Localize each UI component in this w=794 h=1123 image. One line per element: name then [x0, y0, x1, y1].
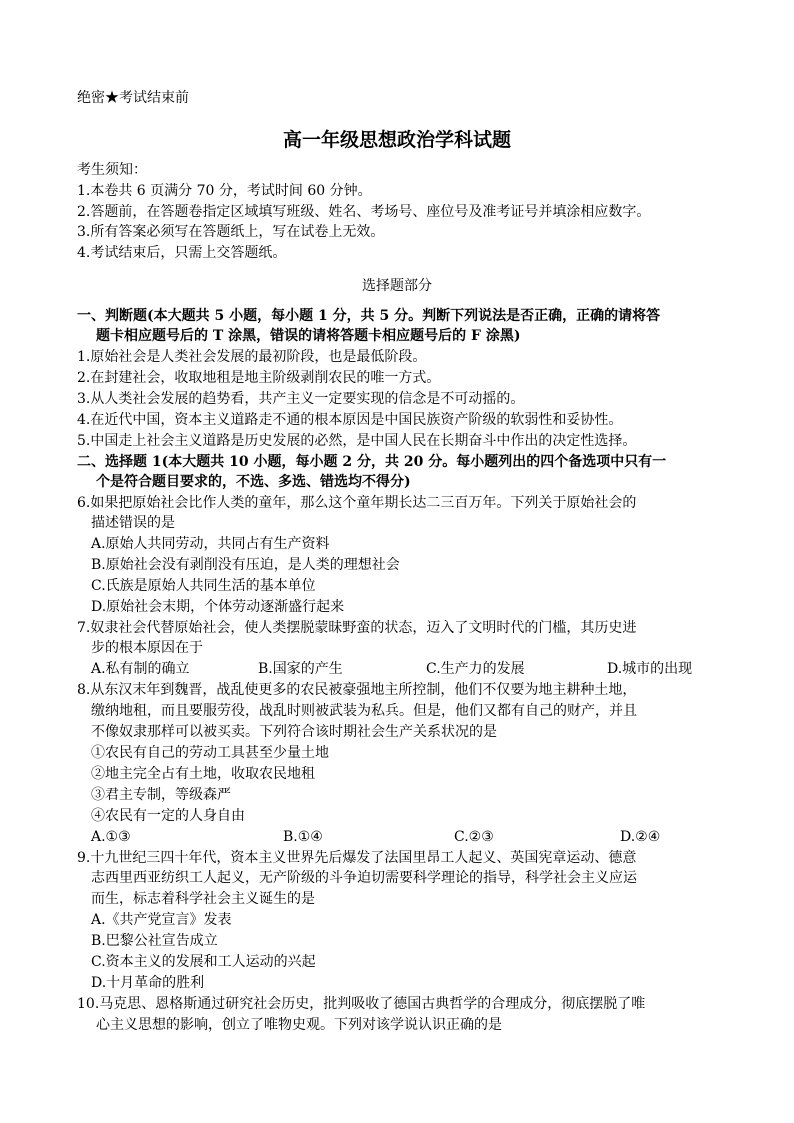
question-stem: 缴纳地租，而且要服劳役，战乱时则被武装为私兵。但是，他们又都有自己的财产，并且: [91, 703, 637, 719]
question-stem: 10.马克思、恩格斯通过研究社会历史，批判吸收了德国古典哲学的合理成分，彻底摆脱了唯: [77, 996, 646, 1012]
question-stem: 8.从东汉末年到魏晋，战乱使更多的农民被豪强地主所控制，他们不仅要为地主耕种土地，: [77, 682, 637, 698]
question-stem: 步的根本原因在于: [91, 640, 203, 656]
question-stem: 描述错误的是: [91, 515, 175, 531]
section-heading-cont: 题卡相应题号后的 T 涂黑，错误的请将答题卡相应题号后的 F 涂黑): [96, 328, 521, 344]
option: D.原始社会末期，个体劳动逐渐盛行起来: [91, 599, 345, 615]
judge-question: 4.在近代中国，资本主义道路走不通的根本原因是中国民族资产阶级的软弱性和妥协性。: [77, 412, 623, 428]
judge-question: 2.在封建社会，收取地租是地主阶级剥削农民的唯一方式。: [77, 370, 441, 386]
notice-heading: 考生须知：: [77, 162, 147, 178]
option: D.十月革命的胜利: [91, 975, 205, 991]
section-heading-cont: 个是符合题目要求的，不选、多选、错选均不得分): [96, 474, 411, 490]
confidential-label: 绝密★考试结束前: [77, 90, 189, 106]
statement-item: ①农民有自己的劳动工具甚至少量土地: [91, 745, 329, 761]
judge-question: 1.原始社会是人类社会发展的最初阶段，也是最低阶段。: [77, 349, 427, 365]
statement-item: ③君主专制，等级森严: [91, 787, 231, 803]
option: A.《共产党宣言》发表: [91, 912, 232, 928]
page-title: 高一年级思想政治学科试题: [282, 129, 511, 151]
option: B.①④: [283, 829, 323, 845]
notice-item: 1.本卷共 6 页满分 70 分，考试时间 60 分钟。: [77, 183, 372, 199]
option: D.②④: [620, 829, 661, 845]
statement-item: ④农民有一定的人身自由: [91, 808, 245, 824]
question-stem: 志西里西亚纺织工人起义，无产阶级的斗争迫切需要科学理论的指导，科学社会主义应运: [91, 870, 637, 886]
option: C.生产力的发展: [426, 661, 525, 677]
option: D.城市的出现: [607, 661, 693, 677]
option: A.私有制的确立: [91, 661, 190, 677]
notice-item: 3.所有答案必须写在答题纸上，写在试卷上无效。: [77, 224, 385, 240]
option: A.①③: [91, 829, 131, 845]
question-stem: 而生，标志着科学社会主义诞生的是: [91, 891, 315, 907]
option: C.资本主义的发展和工人运动的兴起: [91, 954, 316, 970]
question-stem: 心主义思想的影响，创立了唯物史观。下列对该学说认识正确的是: [96, 1017, 502, 1033]
question-stem: 不像奴隶那样可以被买卖。下列符合该时期社会生产关系状况的是: [91, 724, 497, 740]
notice-item: 2.答题前，在答题卷指定区域填写班级、姓名、考场号、座位号及准考证号并填涂相应数字。: [77, 204, 651, 220]
question-stem: 6.如果把原始社会比作人类的童年，那么这个童年期长达二三百万年。下列关于原始社会的: [77, 495, 637, 511]
question-stem: 9.十九世纪三四十年代，资本主义世界先后爆发了法国里昂工人起义、英国宪章运动、德意: [77, 850, 637, 866]
judge-question: 3.从人类社会发展的趋势看，共产主义一定要实现的信念是不可动摇的。: [77, 391, 525, 407]
judge-question: 5.中国走上社会主义道路是历史发展的必然，是中国人民在长期奋斗中作出的决定性选择。: [77, 433, 637, 449]
option: B.国家的产生: [258, 661, 343, 677]
question-stem: 7.奴隶社会代替原始社会，使人类摆脱蒙昧野蛮的状态，迈入了文明时代的门槛，其历史进: [77, 620, 637, 636]
section-heading: 二、选择题 1(本大题共 10 小题，每小题 2 分，共 20 分。每小题列出的四个备选项中只有一: [77, 454, 667, 470]
notice-item: 4.考试结束后，只需上交答题纸。: [77, 245, 287, 261]
section-heading: 一、判断题(本大题共 5 小题，每小题 1 分，共 5 分。判断下列说法是否正确，正确的请将答: [77, 308, 661, 324]
part-title: 选择题部分: [362, 278, 432, 294]
statement-item: ②地主完全占有土地，收取农民地租: [91, 766, 315, 782]
option: B.巴黎公社宣告成立: [91, 933, 218, 949]
option: C.②③: [454, 829, 494, 845]
option: A.原始人共同劳动，共同占有生产资料: [91, 536, 330, 552]
option: C.氏族是原始人共同生活的基本单位: [91, 578, 316, 594]
option: B.原始社会没有剥削没有压迫，是人类的理想社会: [91, 557, 400, 573]
